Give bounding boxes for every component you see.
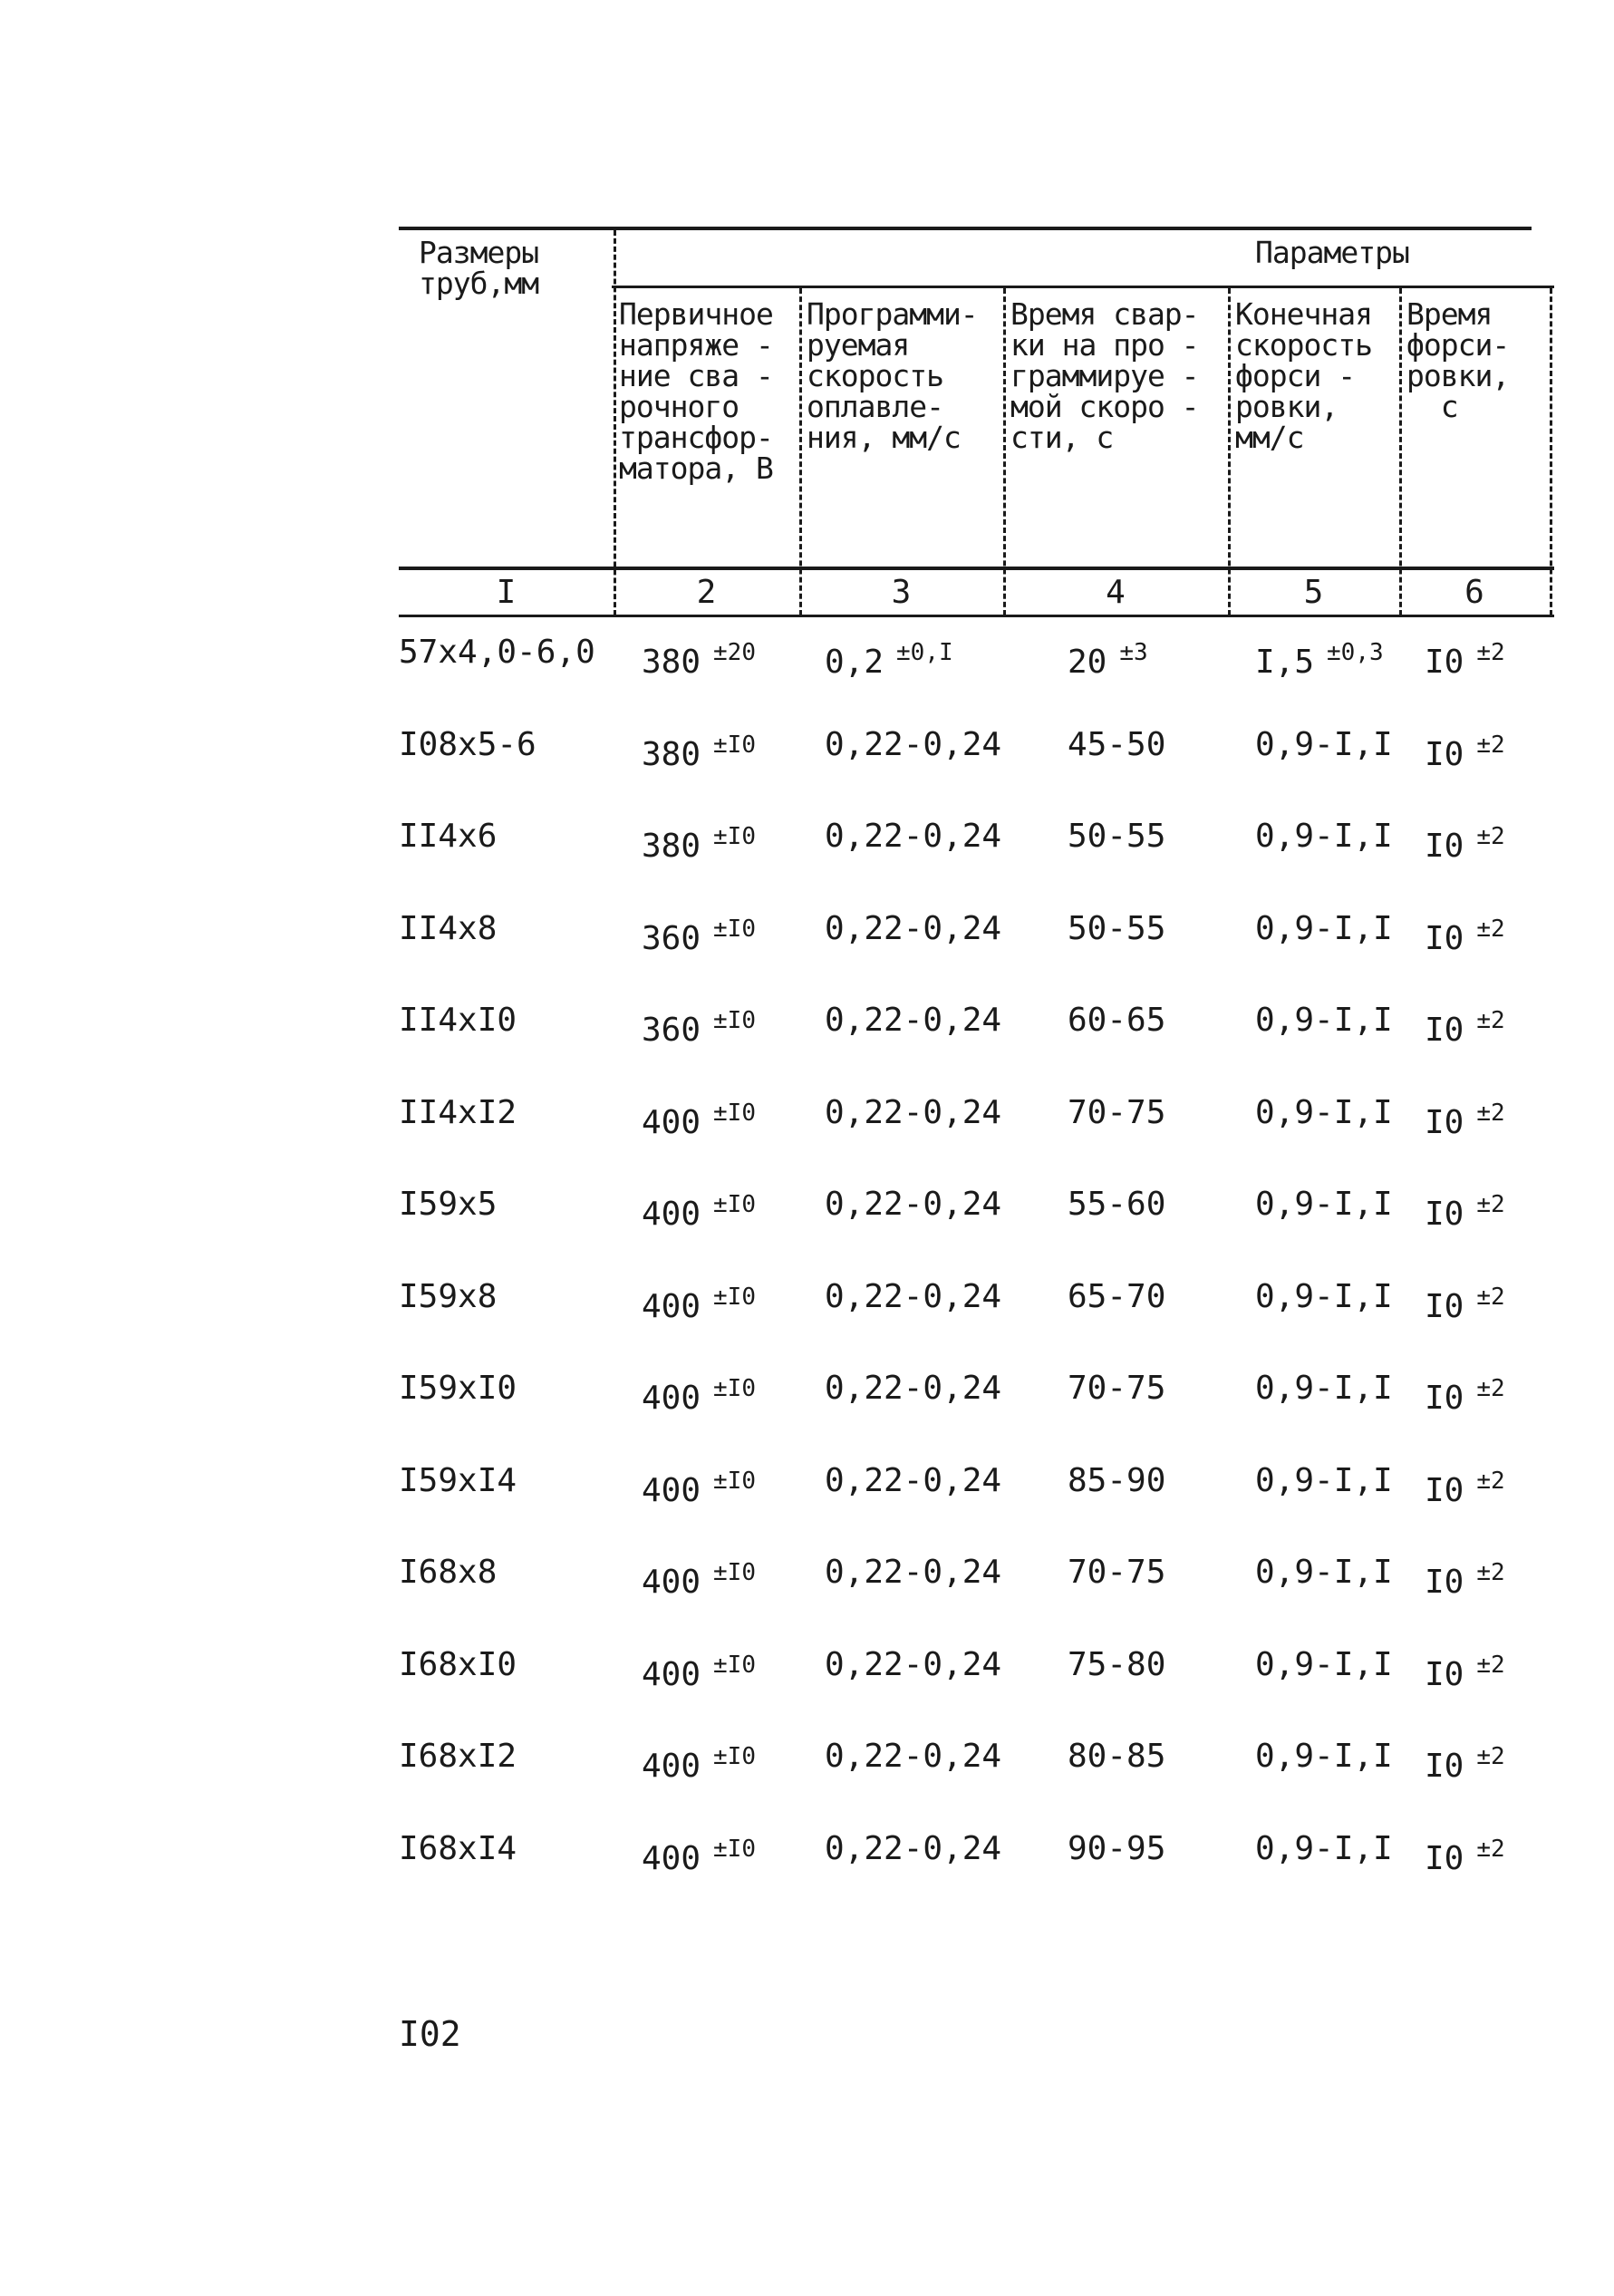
header-final-forcing-rate: Конечная скорость форси - ровки, мм/с	[1235, 296, 1372, 455]
cell-primary-voltage-tolerance: ±I0	[713, 1743, 756, 1770]
cell-forcing-time	[1425, 1003, 1511, 1049]
cell-welding-time	[1068, 1831, 1165, 1867]
cell-forcing-time	[1425, 1279, 1511, 1325]
cell-primary-voltage	[642, 1555, 761, 1601]
cell-primary-voltage-tolerance: ±I0	[713, 823, 756, 850]
cell-final-forcing-rate-value: 0,9-I,I	[1255, 725, 1393, 763]
page-number: I02	[399, 2014, 461, 2054]
column-number-5: 5	[1303, 574, 1324, 611]
cell-pipe-size	[399, 1371, 517, 1407]
header-programmed-rate: Программи- руемая скорость оплавле- ния, мм/с	[807, 296, 978, 455]
cell-primary-voltage-tolerance: ±I0	[713, 1375, 756, 1402]
cell-primary-voltage-tolerance: ±I0	[713, 915, 756, 943]
cell-pipe-size-value: I59x8	[399, 1277, 498, 1315]
cell-programmed-rate	[825, 1555, 1001, 1591]
cell-forcing-time	[1425, 1463, 1511, 1509]
cell-forcing-time-value: I0	[1425, 1839, 1464, 1877]
cell-forcing-time-tolerance: ±2	[1476, 1835, 1505, 1863]
cell-forcing-time-value: I0	[1425, 644, 1464, 681]
cell-pipe-size	[399, 727, 536, 763]
cell-programmed-rate	[825, 1371, 1001, 1407]
cell-primary-voltage	[642, 1371, 761, 1417]
cell-final-forcing-rate	[1255, 635, 1389, 681]
cell-welding-time	[1068, 1739, 1165, 1775]
cell-welding-time-value: 50-55	[1068, 909, 1166, 947]
cell-primary-voltage-tolerance: ±I0	[713, 731, 756, 759]
cell-final-forcing-rate	[1255, 1739, 1393, 1775]
cell-pipe-size	[399, 1555, 497, 1591]
column-separator-6	[1550, 288, 1552, 615]
cell-final-forcing-rate-value: 0,9-I,I	[1255, 1002, 1393, 1039]
cell-welding-time	[1068, 1647, 1165, 1683]
cell-forcing-time-value: I0	[1425, 1655, 1464, 1693]
cell-programmed-rate-value: 0,22-0,24	[825, 1093, 1002, 1131]
cell-forcing-time	[1425, 727, 1511, 773]
cell-forcing-time-tolerance: ±2	[1476, 1007, 1505, 1034]
cell-forcing-time	[1425, 1831, 1511, 1877]
cell-programmed-rate-value: 0,22-0,24	[825, 1002, 1002, 1039]
cell-programmed-rate	[825, 727, 1001, 763]
cell-pipe-size	[399, 911, 497, 947]
cell-primary-voltage-tolerance: ±I0	[713, 1651, 756, 1679]
cell-primary-voltage-value: 400	[642, 1839, 701, 1877]
cell-forcing-time-tolerance: ±2	[1476, 1191, 1505, 1218]
cell-forcing-time	[1425, 911, 1511, 957]
cell-final-forcing-rate-value: 0,9-I,I	[1255, 1370, 1393, 1407]
cell-pipe-size-value: I68xI2	[399, 1738, 517, 1775]
cell-welding-time-tolerance: ±3	[1119, 639, 1148, 666]
cell-forcing-time	[1425, 1371, 1511, 1417]
cell-pipe-size-value: I68xI0	[399, 1645, 517, 1683]
cell-final-forcing-rate	[1255, 1003, 1393, 1039]
cell-welding-time-value: 60-65	[1068, 1002, 1166, 1039]
cell-forcing-time	[1425, 1739, 1511, 1785]
cell-welding-time	[1068, 1463, 1165, 1499]
cell-primary-voltage-tolerance: ±I0	[713, 1191, 756, 1218]
cell-final-forcing-rate	[1255, 1095, 1393, 1131]
cell-forcing-time-tolerance: ±2	[1476, 1651, 1505, 1679]
cell-forcing-time-value: I0	[1425, 828, 1464, 865]
cell-pipe-size	[399, 819, 497, 855]
cell-primary-voltage-value: 400	[642, 1103, 701, 1141]
cell-programmed-rate	[825, 635, 959, 681]
cell-programmed-rate-value: 0,22-0,24	[825, 1277, 1002, 1315]
cell-forcing-time-tolerance: ±2	[1476, 1375, 1505, 1402]
cell-pipe-size	[399, 1463, 517, 1499]
group-header-rule	[612, 286, 1554, 288]
column-separator-4	[1228, 288, 1231, 615]
header-parameters-group: Параметры	[1255, 235, 1409, 270]
column-number-6: 6	[1464, 574, 1484, 611]
cell-welding-time-value: 70-75	[1068, 1093, 1166, 1131]
cell-forcing-time	[1425, 1647, 1511, 1693]
cell-welding-time	[1068, 1187, 1165, 1223]
cell-forcing-time	[1425, 635, 1511, 681]
cell-programmed-rate	[825, 911, 1001, 947]
cell-programmed-rate-value: 0,22-0,24	[825, 1186, 1002, 1223]
column-numbers-rule	[399, 615, 1554, 617]
cell-pipe-size	[399, 1647, 517, 1683]
cell-welding-time-value: 55-60	[1068, 1186, 1166, 1223]
cell-welding-time-value: 80-85	[1068, 1738, 1166, 1775]
cell-forcing-time	[1425, 819, 1511, 865]
cell-forcing-time-tolerance: ±2	[1476, 915, 1505, 943]
cell-welding-time-value: 50-55	[1068, 818, 1166, 855]
cell-forcing-time	[1425, 1555, 1511, 1601]
cell-final-forcing-rate	[1255, 1463, 1393, 1499]
cell-programmed-rate-value: 0,22-0,24	[825, 1370, 1002, 1407]
cell-forcing-time-tolerance: ±2	[1476, 823, 1505, 850]
cell-pipe-size	[399, 1095, 517, 1131]
cell-final-forcing-rate	[1255, 727, 1393, 763]
cell-final-forcing-rate	[1255, 819, 1393, 855]
column-separator-1	[614, 230, 616, 615]
cell-programmed-rate-value: 0,2	[825, 644, 884, 681]
cell-pipe-size	[399, 1279, 497, 1315]
cell-primary-voltage-tolerance: ±I0	[713, 1283, 756, 1311]
cell-forcing-time-tolerance: ±2	[1476, 1099, 1505, 1127]
cell-pipe-size-value: I59x5	[399, 1186, 498, 1223]
cell-programmed-rate-value: 0,22-0,24	[825, 1554, 1002, 1591]
cell-forcing-time-value: I0	[1425, 1103, 1464, 1141]
cell-primary-voltage-tolerance: ±I0	[713, 1559, 756, 1586]
column-separator-5	[1399, 288, 1402, 615]
table-top-rule	[399, 227, 1532, 230]
cell-primary-voltage	[642, 1647, 761, 1693]
cell-forcing-time-tolerance: ±2	[1476, 1467, 1505, 1495]
cell-forcing-time-tolerance: ±2	[1476, 639, 1505, 666]
cell-forcing-time-value: I0	[1425, 1380, 1464, 1417]
cell-programmed-rate	[825, 1187, 1001, 1223]
cell-final-forcing-rate	[1255, 1831, 1393, 1867]
cell-welding-time	[1068, 635, 1154, 681]
cell-welding-time	[1068, 1371, 1165, 1407]
cell-primary-voltage-value: 400	[642, 1748, 701, 1785]
cell-welding-time	[1068, 1555, 1165, 1591]
cell-welding-time	[1068, 727, 1165, 763]
cell-forcing-time-value: I0	[1425, 919, 1464, 957]
cell-pipe-size	[399, 635, 595, 671]
cell-primary-voltage	[642, 727, 761, 773]
cell-forcing-time	[1425, 1187, 1511, 1233]
cell-final-forcing-rate-value: 0,9-I,I	[1255, 1645, 1393, 1683]
cell-welding-time	[1068, 1279, 1165, 1315]
cell-welding-time-value: 70-75	[1068, 1554, 1166, 1591]
column-separator-3	[1003, 288, 1006, 615]
column-number-2: 2	[696, 574, 717, 611]
cell-forcing-time-value: I0	[1425, 1471, 1464, 1509]
cell-primary-voltage-value: 400	[642, 1655, 701, 1693]
cell-forcing-time-value: I0	[1425, 1196, 1464, 1233]
cell-pipe-size	[399, 1739, 517, 1775]
cell-primary-voltage	[642, 1187, 761, 1233]
header-forcing-time: Время форси- ровки, с	[1406, 296, 1510, 424]
cell-primary-voltage	[642, 1003, 761, 1049]
cell-programmed-rate	[825, 1095, 1001, 1131]
cell-primary-voltage	[642, 911, 761, 957]
cell-primary-voltage-value: 380	[642, 735, 701, 773]
cell-forcing-time-value: I0	[1425, 1564, 1464, 1601]
cell-final-forcing-rate-tolerance: ±0,3	[1327, 639, 1384, 666]
cell-programmed-rate-value: 0,22-0,24	[825, 1738, 1002, 1775]
cell-primary-voltage-tolerance: ±I0	[713, 1467, 756, 1495]
cell-pipe-size-value: I59xI4	[399, 1461, 517, 1499]
cell-final-forcing-rate-value: 0,9-I,I	[1255, 909, 1393, 947]
cell-final-forcing-rate-value: I,5	[1255, 644, 1315, 681]
cell-primary-voltage	[642, 635, 761, 681]
cell-forcing-time-value: I0	[1425, 1748, 1464, 1785]
cell-primary-voltage	[642, 1463, 761, 1509]
cell-primary-voltage-tolerance: ±I0	[713, 1007, 756, 1034]
header-pipe-sizes: Размеры труб,мм	[419, 235, 539, 301]
cell-primary-voltage-value: 380	[642, 828, 701, 865]
cell-primary-voltage-tolerance: ±I0	[713, 1099, 756, 1127]
cell-forcing-time-tolerance: ±2	[1476, 731, 1505, 759]
cell-primary-voltage	[642, 1831, 761, 1877]
cell-programmed-rate-value: 0,22-0,24	[825, 1461, 1002, 1499]
cell-pipe-size-value: I68x8	[399, 1554, 498, 1591]
cell-forcing-time-value: I0	[1425, 735, 1464, 773]
cell-programmed-rate	[825, 1003, 1001, 1039]
header-bottom-rule	[399, 567, 1554, 570]
cell-welding-time-value: 45-50	[1068, 725, 1166, 763]
cell-pipe-size-value: I08x5-6	[399, 725, 536, 763]
cell-final-forcing-rate	[1255, 1279, 1393, 1315]
header-welding-time: Время свар- ки на про - граммируе - мой скоро - сти, с	[1010, 296, 1199, 455]
cell-pipe-size-value: I68xI4	[399, 1829, 517, 1867]
cell-forcing-time-tolerance: ±2	[1476, 1743, 1505, 1770]
cell-final-forcing-rate-value: 0,9-I,I	[1255, 1738, 1393, 1775]
cell-welding-time-value: 65-70	[1068, 1277, 1166, 1315]
cell-welding-time-value: 70-75	[1068, 1370, 1166, 1407]
column-number-4: 4	[1106, 574, 1126, 611]
cell-primary-voltage-tolerance: ±20	[713, 639, 756, 666]
cell-final-forcing-rate-value: 0,9-I,I	[1255, 818, 1393, 855]
cell-final-forcing-rate-value: 0,9-I,I	[1255, 1277, 1393, 1315]
cell-pipe-size-value: II4x8	[399, 909, 498, 947]
cell-programmed-rate	[825, 1279, 1001, 1315]
cell-welding-time-value: 90-95	[1068, 1829, 1166, 1867]
cell-primary-voltage	[642, 1279, 761, 1325]
cell-primary-voltage-value: 360	[642, 1012, 701, 1049]
cell-welding-time-value: 85-90	[1068, 1461, 1166, 1499]
header-primary-voltage: Первичное напряже - ние сва - рочного трансфор- матора, В	[619, 296, 773, 486]
cell-programmed-rate-value: 0,22-0,24	[825, 725, 1002, 763]
cell-welding-time	[1068, 1003, 1165, 1039]
cell-programmed-rate	[825, 1647, 1001, 1683]
cell-primary-voltage-value: 400	[642, 1380, 701, 1417]
cell-final-forcing-rate-value: 0,9-I,I	[1255, 1461, 1393, 1499]
cell-programmed-rate	[825, 1739, 1001, 1775]
cell-pipe-size	[399, 1003, 517, 1039]
cell-pipe-size-value: II4x6	[399, 818, 498, 855]
cell-pipe-size	[399, 1831, 517, 1867]
cell-forcing-time-value: I0	[1425, 1012, 1464, 1049]
cell-primary-voltage-value: 400	[642, 1471, 701, 1509]
column-number-1: I	[496, 574, 517, 611]
cell-primary-voltage-value: 360	[642, 919, 701, 957]
cell-programmed-rate-value: 0,22-0,24	[825, 818, 1002, 855]
cell-forcing-time-value: I0	[1425, 1287, 1464, 1325]
column-separator-2	[799, 288, 802, 615]
cell-primary-voltage-tolerance: ±I0	[713, 1835, 756, 1863]
cell-pipe-size	[399, 1187, 497, 1223]
cell-programmed-rate-tolerance: ±0,I	[896, 639, 953, 666]
column-number-3: 3	[891, 574, 912, 611]
cell-welding-time-value: 20	[1068, 644, 1107, 681]
cell-primary-voltage-value: 400	[642, 1196, 701, 1233]
cell-programmed-rate	[825, 819, 1001, 855]
cell-welding-time	[1068, 911, 1165, 947]
cell-primary-voltage	[642, 819, 761, 865]
cell-forcing-time	[1425, 1095, 1511, 1141]
cell-final-forcing-rate-value: 0,9-I,I	[1255, 1829, 1393, 1867]
cell-welding-time-value: 75-80	[1068, 1645, 1166, 1683]
cell-programmed-rate	[825, 1463, 1001, 1499]
cell-pipe-size-value: 57х4,0-6,0	[399, 634, 595, 671]
cell-welding-time	[1068, 819, 1165, 855]
cell-forcing-time-tolerance: ±2	[1476, 1283, 1505, 1311]
cell-final-forcing-rate-value: 0,9-I,I	[1255, 1093, 1393, 1131]
cell-primary-voltage	[642, 1095, 761, 1141]
cell-primary-voltage	[642, 1739, 761, 1785]
cell-final-forcing-rate	[1255, 911, 1393, 947]
cell-programmed-rate-value: 0,22-0,24	[825, 1645, 1002, 1683]
cell-primary-voltage-value: 380	[642, 644, 701, 681]
cell-pipe-size-value: I59xI0	[399, 1370, 517, 1407]
cell-final-forcing-rate	[1255, 1555, 1393, 1591]
cell-pipe-size-value: II4xI0	[399, 1002, 517, 1039]
cell-programmed-rate	[825, 1831, 1001, 1867]
cell-pipe-size-value: II4xI2	[399, 1093, 517, 1131]
cell-final-forcing-rate-value: 0,9-I,I	[1255, 1186, 1393, 1223]
cell-primary-voltage-value: 400	[642, 1564, 701, 1601]
cell-programmed-rate-value: 0,22-0,24	[825, 909, 1002, 947]
cell-forcing-time-tolerance: ±2	[1476, 1559, 1505, 1586]
cell-final-forcing-rate	[1255, 1371, 1393, 1407]
cell-final-forcing-rate	[1255, 1187, 1393, 1223]
cell-final-forcing-rate-value: 0,9-I,I	[1255, 1554, 1393, 1591]
cell-programmed-rate-value: 0,22-0,24	[825, 1829, 1002, 1867]
cell-final-forcing-rate	[1255, 1647, 1393, 1683]
cell-primary-voltage-value: 400	[642, 1287, 701, 1325]
cell-welding-time	[1068, 1095, 1165, 1131]
